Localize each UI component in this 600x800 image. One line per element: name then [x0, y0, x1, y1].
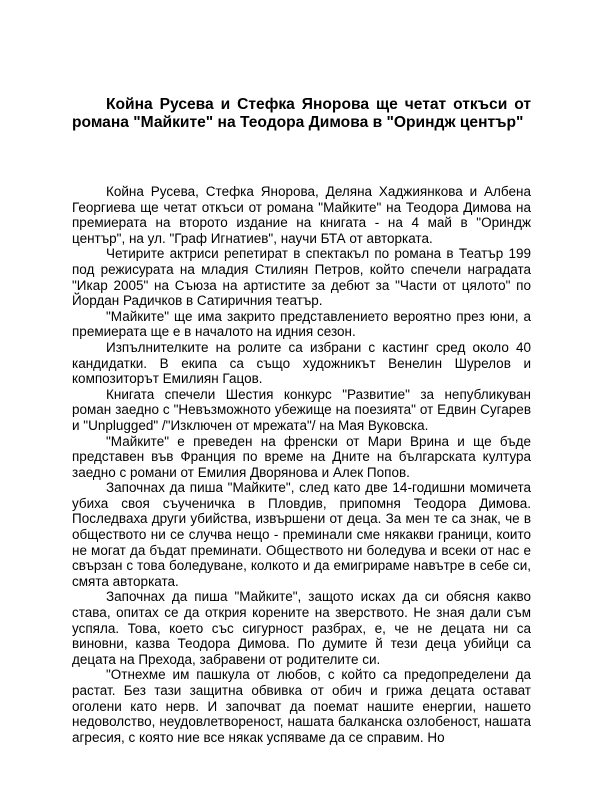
paragraph: Четирите актриси репетират в спектакъл по романа в Театър 199 под режисурата на младия Стилиян Петров, който спечели наградата "Икар 2005" на Съюза на артистите за дебют за "Части от цялото" по Йордан Радичков в Сатиричния театър.: [72, 246, 531, 309]
paragraph: Започнах да пиша "Майките", след като две 14-годишни момичета убиха своя съученичка в Пловдив, припомня Теодора Димова. Последваха други убийства, извършени от деца. За мен те са знак, че в обществото ни се случва нещо - преминали сме някакви граници, които не могат да бъдат преминати. Обществото ни боледува и всеки от нас е свързан с това боледуване, колкото и да емигрираме навътре в себе си, смята авторката.: [72, 480, 531, 589]
article-body: [72, 184, 531, 745]
paragraph: Койна Русева, Стефка Янорова, Деляна Хаджиянкова и Албена Георгиева ще четат откъси от романа "Майките" на Теодора Димова на премиерата на второто издание на книгата - на 4 май в "Ориндж център", на ул. "Граф Игнатиев", научи БТА от авторката.: [72, 184, 531, 246]
paragraph: Изпълнителките на ролите са избрани с кастинг сред около 40 кандидатки. В екипа са също художникът Венелин Шурелов и композиторът Емилиян Гацов.: [72, 339, 531, 387]
paragraph: "Майките" е преведен на френски от Мари Врина и ще бъде представен във Франция по време на Дните на българската култура заедно с романи от Емилия Дворянова и Алек Попов.: [72, 433, 531, 480]
paragraph: Започнах да пиша "Майките", защото исках да си обясня какво става, опитах се да открия корените на зверството. Не зная дали съм успяла. Това, което със сигурност разбрах, е, че не децата ни са виновни, казва Теодора Димова. По думите й тези деца убийци са децата на Прехода, забравени от родителите си.: [72, 589, 531, 667]
paragraph: "Отнехме им пашкула от любов, с който са предопределени да растат. Без тази защитна обвивка от обич и грижа децата остават оголени като нерв. И започват да поемат нашите енергии, нашето недоволство, неудовлетвореност, нашата балканска озлобеност, нашата агресия, с която ние все някак успяваме да се справим. Но: [72, 667, 531, 745]
paragraph: Книгата спечели Шестия конкурс "Развитие" за непубликуван роман заедно с "Невъзможното убежище на поезията" от Едвин Сугарев и "Unplugged" /"Изключен от мрежата"/ на Мая Вуковска.: [72, 386, 531, 433]
paragraph: "Майките" ще има закрито представлението вероятно през юни, а премиерата ще е в началото на идния сезон.: [72, 308, 531, 340]
article-title: Койна Русева и Стефка Янорова ще четат откъси от романа "Майките" на Теодора Димова в "Ориндж център": [72, 96, 531, 131]
document-page: [72, 96, 531, 745]
